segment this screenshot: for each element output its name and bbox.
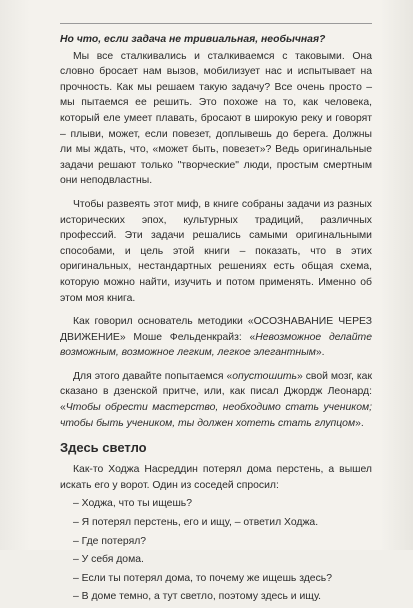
paragraph-1: Мы все сталкивались и сталкиваемся с таковыми. Она словно бросает нам вызов, мобилизует нас и испытывает на прочность. Как мы решаем такую задачу? Все очень просто – мы пытаемся ее решить. Это похоже на то, как человека, который еле умеет плавать, бросают в широкую реку и говорят – плыви, может, если повезет, доплывешь до берега. Должны ли мы ждать, что, «может быть, повезет»? Ведь оригинальные задачи решают только "творческие" люди, простым смертным они неподвластны. (60, 50, 372, 187)
dialogue-line: – У себя дома. (73, 554, 144, 566)
feldenkrais-quote: Невозможное делайте возможным, возможное легким, легкое элегантным (60, 331, 372, 359)
top-rule (60, 23, 372, 24)
dialogue-line: – Я потерял перстень, его и ищу, – ответил Ходжа. (73, 517, 319, 529)
section-heading: Но что, если задача не тривиальная, необычная? (60, 34, 326, 45)
paragraph-4: Для этого давайте попытаемся «опустошить» свой мозг, как сказано в дзенской притче, или, как писал Джордж Леонард: «Чтобы обрести мастерство, необходимо стать учеником; чтобы быть учеником, ты должен хотеть стать глупцом». (60, 370, 372, 429)
page-text (60, 32, 372, 608)
dialogue-line: – В доме темно, а тут светло, поэтому здесь и ищу. (73, 591, 321, 603)
story-intro: Как-то Ходжа Насреддин потерял дома перстень, а вышел искать его у ворот. Один из соседей спросил: (60, 464, 372, 491)
dialogue-line: – Ходжа, что ты ищешь? (73, 498, 192, 510)
dialogue-line: – Если ты потерял дома, то почему же ищешь здесь? (73, 572, 332, 584)
paragraph-3: Как говорил основатель методики «ОСОЗНАВАНИЕ ЧЕРЕЗ ДВИЖЕНИЕ» Моше Фельденкрайз: «Невозможное делайте возможным, возможное легким, легкое элегантным». (60, 316, 372, 359)
story-title: Здесь светло (60, 440, 147, 456)
dialogue-line: – Где потерял? (73, 535, 147, 547)
leonard-quote: Чтобы обрести мастерство, необходимо стать учеником; чтобы быть учеником, ты должен хотеть стать глупцом (60, 402, 372, 429)
paragraph-2: Чтобы развеять этот миф, в книге собраны задачи из разных исторических эпох, культурных традиций, различных профессий. Эти задачи решались самыми оригинальными способами, и цель этой книги – показать, что в этих оригинальных, нестандартных решениях есть общая схема, которую можно найти, изучить и потом применять. Именно об этом моя книга. (60, 198, 372, 304)
